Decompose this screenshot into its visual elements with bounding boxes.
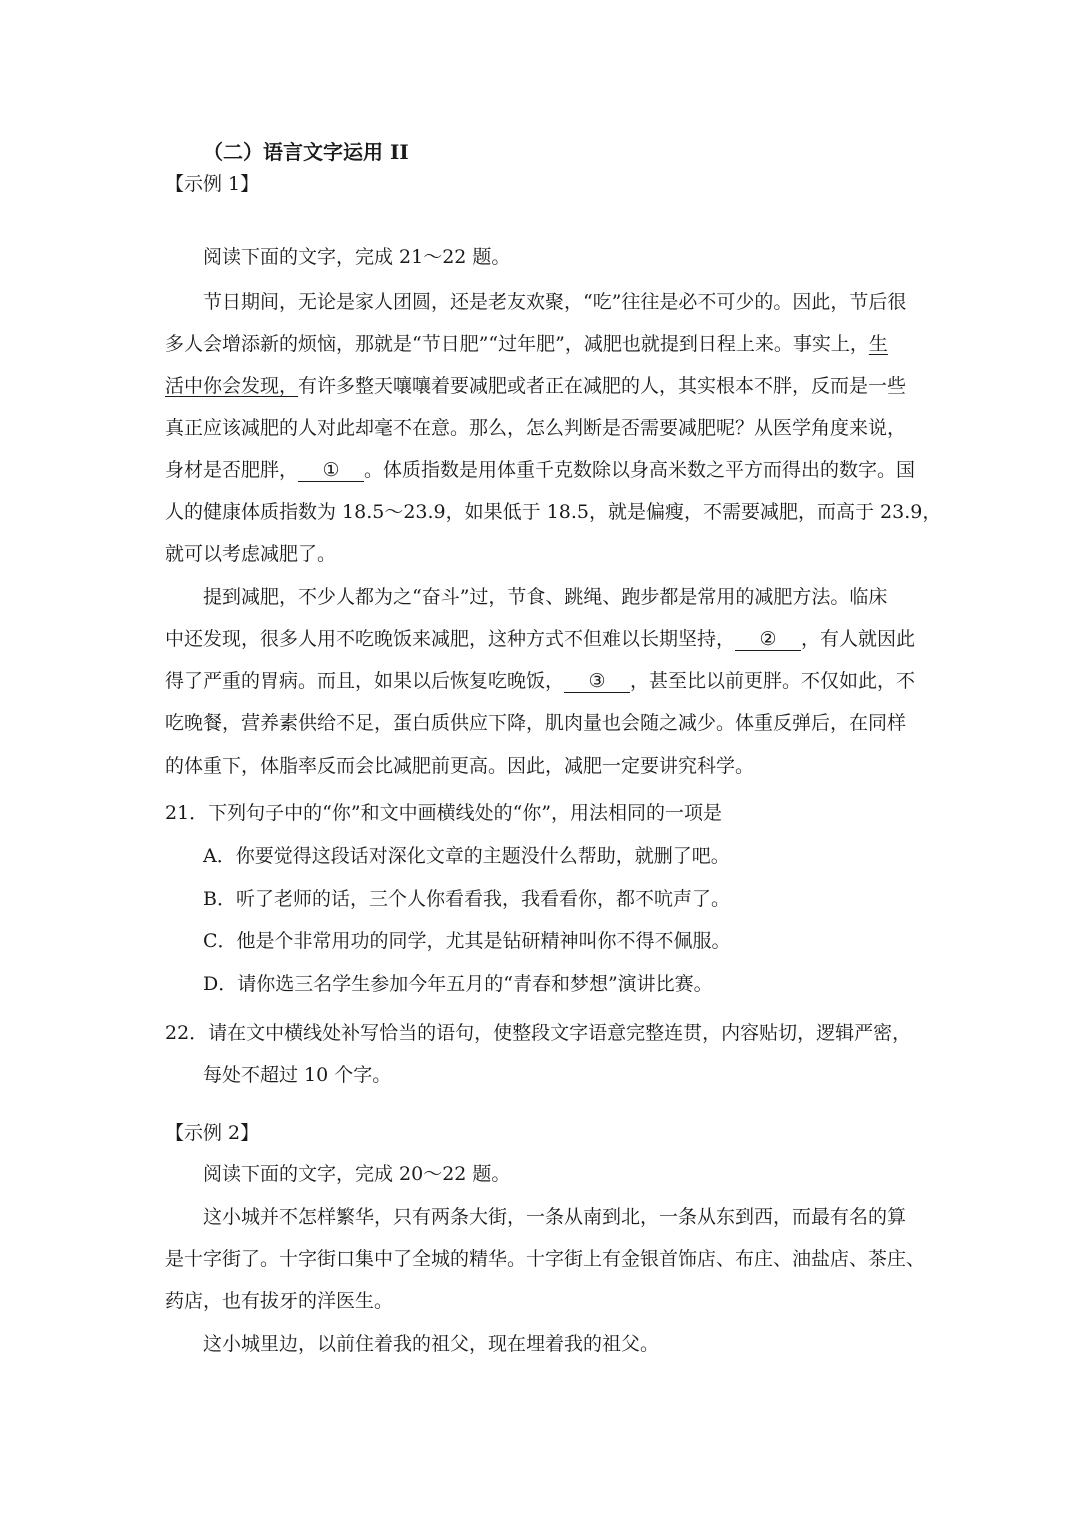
ex1-p2-line3: 得了严重的胃病。而且，如果以后恢复吃晚饭， ③ ，甚至比以前更胖。不仅如此，不 (165, 670, 916, 692)
ex1-p2-line5: 的体重下，体脂率反而会比减肥前更高。因此，减肥一定要讲究科学。 (165, 755, 755, 777)
ex1-p1-line4: 真正应该减肥的人对此却毫不在意。那么，怎么判断是否需要减肥呢？从医学角度来说， (165, 417, 907, 439)
example2-intro: 阅读下面的文字，完成 20～22 题。 (203, 1163, 511, 1185)
blank-3: ③ (564, 670, 630, 693)
ex1-p1-line1: 节日期间，无论是家人团圆，还是老友欢聚，“吃”往往是必不可少的。因此，节后很 (203, 291, 907, 313)
ex1-p1-line2: 多人会增添新的烦恼，那就是“节日肥”“过年肥”，减肥也就提到日程上来。事实上，生 (165, 333, 888, 355)
ex1-p2-line4: 吃晚餐，营养素供给不足，蛋白质供应下降，肌肉量也会随之减少。体重反弹后，在同样 (165, 712, 907, 734)
question-21-stem: 21．下列句子中的“你”和文中画横线处的“你”，用法相同的一项是 (165, 802, 723, 824)
ex1-p2-line2: 中还发现，很多人用不吃晚饭来减肥，这种方式不但难以长期坚持， ② ，有人就因此 (165, 628, 916, 650)
option-a: A．你要觉得这段话对深化文章的主题没什么帮助，就删了吧。 (203, 845, 730, 867)
option-d: D．请你选三名学生参加今年五月的“青春和梦想”演讲比赛。 (203, 973, 713, 995)
question-22-line2: 每处不超过 10 个字。 (203, 1064, 392, 1086)
ex1-p1-line7: 就可以考虑减肥了。 (165, 543, 337, 565)
example2-label: 【示例 2】 (165, 1122, 260, 1144)
ex1-p1-line6: 人的健康体质指数为 18.5～23.9，如果低于 18.5，就是偏瘦，不需要减肥，而高于 23.9， (165, 501, 942, 523)
blank-1: ① (298, 459, 364, 482)
blank-2: ② (735, 628, 801, 651)
example1-label: 【示例 1】 (165, 173, 260, 195)
underlined-text: 活中你会发现， (165, 375, 299, 397)
section-title: （二）语言文字运用 II (203, 140, 409, 164)
underlined-text: 生 (868, 333, 888, 355)
question-22-line1: 22．请在文中横线处补写恰当的语句，使整段文字语意完整连贯，内容贴切，逻辑严密， (165, 1022, 912, 1044)
option-b: B．听了老师的话，三个人你看看我，我看看你，都不吭声了。 (203, 888, 730, 910)
option-c: C．他是个非常用功的同学，尤其是钻研精神叫你不得不佩服。 (203, 930, 731, 952)
ex2-p1-line1: 这小城并不怎样繁华，只有两条大街，一条从南到北，一条从东到西，而最有名的算 (203, 1206, 907, 1228)
ex2-p1-line2: 是十字街了。十字街口集中了全城的精华。十字街上有金银首饰店、布庄、油盐店、茶庄、 (165, 1248, 926, 1270)
ex2-p2: 这小城里边，以前住着我的祖父，现在埋着我的祖父。 (203, 1333, 660, 1355)
ex1-p2-line1: 提到减肥，不少人都为之“奋斗”过，节食、跳绳、跑步都是常用的减肥方法。临床 (203, 586, 888, 608)
ex1-p1-line5: 身材是否肥胖， ① 。体质指数是用体重千克数除以身高米数之平方而得出的数字。国 (165, 459, 916, 481)
example1-intro: 阅读下面的文字，完成 21～22 题。 (203, 246, 511, 268)
ex2-p1-line3: 药店，也有拔牙的洋医生。 (165, 1290, 394, 1312)
ex1-p1-line3: 活中你会发现，有许多整天嚷嚷着要减肥或者正在减肥的人，其实根本不胖，反而是一些 (165, 375, 907, 397)
